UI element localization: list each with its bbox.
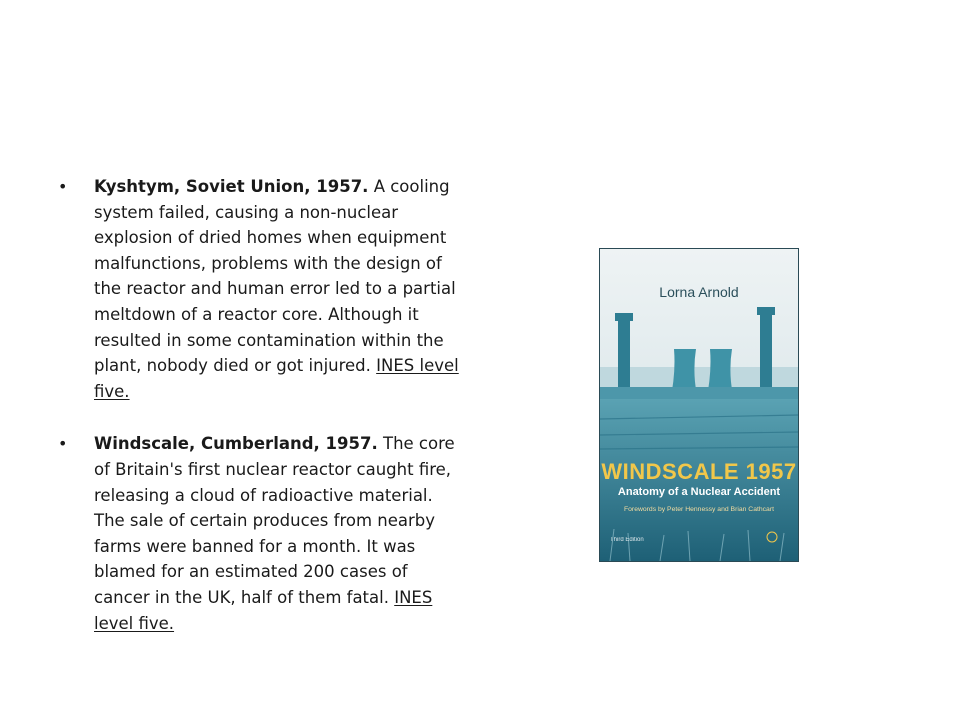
book-author: Lorna Arnold xyxy=(659,284,739,300)
book-cover-image xyxy=(599,248,799,562)
ines-link[interactable]: INES level five. xyxy=(94,356,459,401)
bullet-marker: • xyxy=(58,434,68,454)
book-forewords: Forewords by Peter Hennessy and Brian Cathcart xyxy=(624,506,774,513)
ines-link[interactable]: INES level five. xyxy=(94,587,433,633)
bullet-heading: Kyshtym, Soviet Union, 1957. xyxy=(94,177,369,196)
bullet-text: A cooling system failed, causing a non-nuclear explosion of dried homes when equipment malfunctions, problems with the design of the reactor and human error led to a partial meltdown of a reactor core. Although it resulted in some contamination within the plant, nobody died or got injured. xyxy=(94,177,456,376)
bullet-heading: Windscale, Cumberland, 1957. xyxy=(94,434,378,454)
book-edition: Third Edition xyxy=(610,537,644,543)
book-title: WINDSCALE 1957 xyxy=(601,459,797,484)
book-subtitle: Anatomy of a Nuclear Accident xyxy=(617,486,781,498)
bullet-windscale xyxy=(58,431,460,636)
bullet-kyshtym xyxy=(58,174,460,404)
bullet-list xyxy=(58,174,478,636)
bullet-text: The core of Britain's first nuclear reactor caught fire, releasing a cloud of radioactive material. The sale of certain produces from nearby farms were banned for a month. It was blamed for an estimated 200 cases of cancer in the UK, half of them fatal. xyxy=(94,434,455,607)
bullet-marker: • xyxy=(58,177,68,196)
